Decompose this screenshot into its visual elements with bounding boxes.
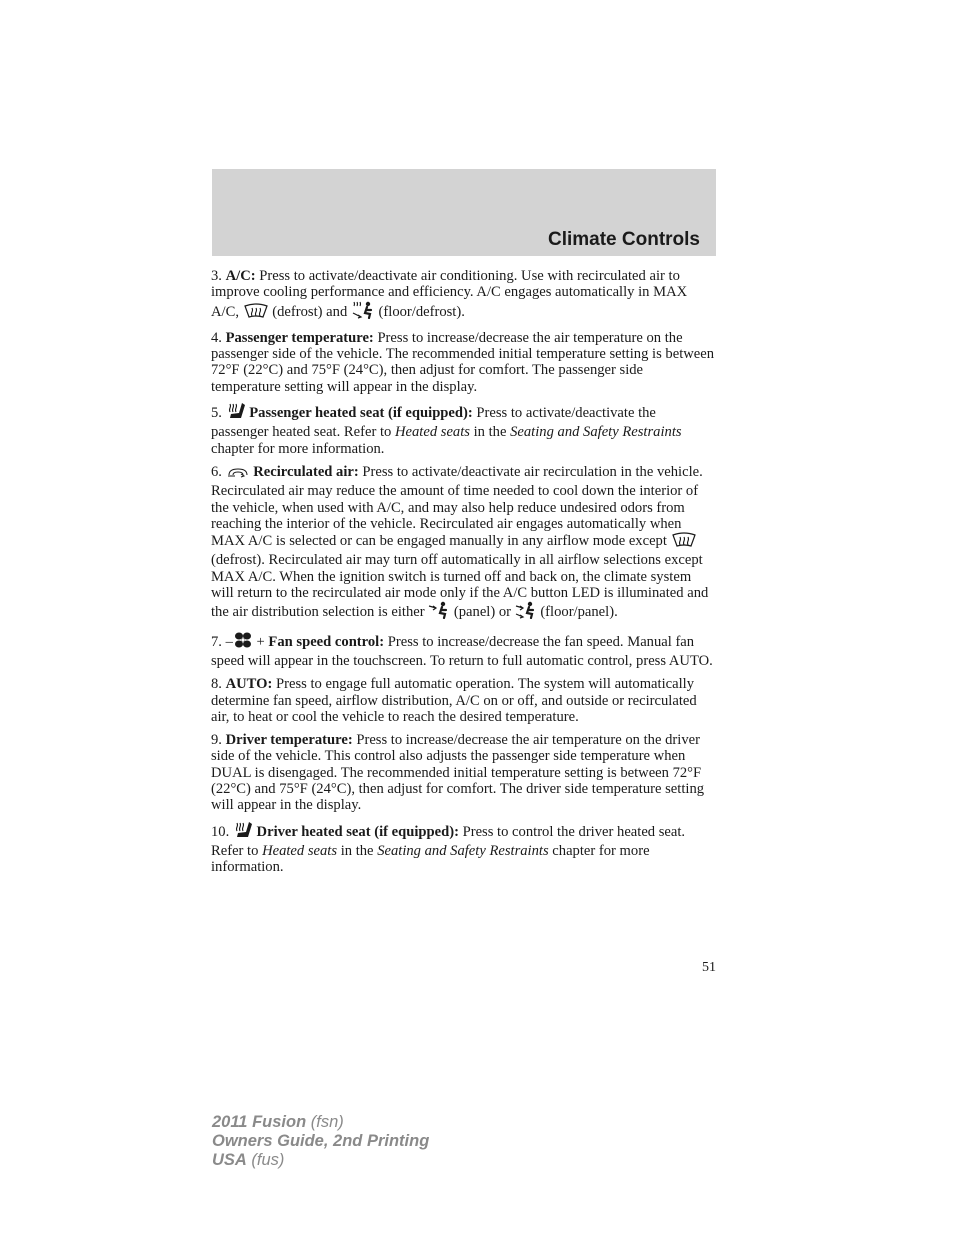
footer-text: (fsn) (306, 1113, 344, 1131)
item-driver-heated-seat (211, 821, 716, 876)
item-number: 7. – (211, 633, 233, 650)
fan-icon (233, 631, 253, 653)
footer-line-guide: Owners Guide, 2nd Printing (212, 1132, 430, 1150)
section-title: Climate Controls (547, 229, 700, 250)
cross-reference: Seating and Safety Restraints (377, 842, 549, 859)
item-recirculated-air (211, 464, 716, 624)
item-text: (defrost). Recirculated air may turn off automatically in all airflow selections except MAX A/C. When the ignition switch is turned off and back on, the climate system will return to the recirculated air mode only if the A/C button LED is illuminated and the air distribution selection is either (211, 552, 709, 621)
footer-text: USA (212, 1151, 247, 1169)
item-fan-speed (211, 631, 716, 670)
footer-text: (fus) (246, 1151, 285, 1169)
item-text: (defrost) and (268, 303, 351, 320)
item-text: (floor/defrost). (374, 303, 465, 320)
item-ac (211, 268, 716, 323)
footer-line-model (212, 1113, 429, 1132)
item-number: 9. (211, 732, 226, 749)
page-number: 51 (702, 960, 716, 975)
item-label: Passenger heated seat (if equipped): (249, 405, 473, 422)
item-text: chapter for more information. (211, 440, 385, 457)
cross-reference: Seating and Safety Restraints (510, 424, 682, 441)
item-text: Press to activate/deactivate air conditioning. Use with recirculated air to improve cooling performance and efficiency. A/C engages automatically in MAX A/C, (211, 268, 688, 320)
item-text: in the (469, 424, 511, 441)
item-label: Passenger temperature: (225, 329, 374, 346)
item-text: in the (337, 842, 378, 859)
body-content (211, 268, 716, 883)
item-auto (211, 676, 716, 725)
item-label: Recirculated air: (253, 463, 359, 480)
footer-line-market (212, 1151, 429, 1170)
panel-vent-icon (428, 601, 450, 623)
heated-seat-icon (233, 821, 253, 843)
item-driver-temperature (211, 732, 716, 813)
item-label: A/C: (225, 268, 256, 284)
item-passenger-heated-seat (211, 402, 716, 457)
item-number: 3. (211, 268, 226, 284)
item-number: 4. (211, 329, 226, 346)
item-label: Driver temperature: (225, 732, 353, 749)
item-text: Press to increase/decrease the air temperature on the passenger side of the vehicle. The recommended initial temperature setting is between 72°F (22°C) and 75°F (24°C), then adjust for comfort. The passenger side temperature setting will appear in the display. (211, 329, 715, 395)
item-text: (panel) or (450, 604, 515, 621)
item-text: Press to engage full automatic operation. The system will automatically determine fan speed, airflow distribution, A/C on or off, and outside or recirculated air, to heat or cool the vehicle to reach the desired temperature. (211, 676, 697, 725)
cross-reference: Heated seats (262, 842, 338, 859)
document-footer (212, 1113, 429, 1170)
recirculation-icon (226, 467, 250, 483)
item-text: chapter for more information. (211, 842, 650, 876)
item-text: Press to control the driver heated seat. Refer to (211, 823, 686, 859)
section-header-band (212, 169, 716, 256)
item-text: Press to activate/deactivate the passenger heated seat. Refer to (211, 405, 656, 441)
item-passenger-temperature (211, 330, 716, 395)
item-text: + (252, 633, 269, 650)
item-text: Press to increase/decrease the fan speed. Manual fan speed will appear in the touchscreen. To return to full automatic control, press AUTO. (211, 633, 713, 669)
item-number: 6. (211, 463, 226, 480)
floor-defrost-icon (351, 301, 375, 323)
item-label: Fan speed control: (268, 633, 385, 650)
item-number: 10. (211, 823, 233, 840)
item-label: AUTO: (225, 676, 273, 693)
item-number: 5. (211, 405, 226, 422)
defrost-icon (671, 532, 697, 552)
item-text: (floor/panel). (536, 604, 618, 621)
footer-text: 2011 Fusion (212, 1113, 307, 1131)
heated-seat-icon (226, 402, 246, 424)
cross-reference: Heated seats (394, 424, 470, 441)
defrost-icon (243, 303, 269, 323)
item-label: Driver heated seat (if equipped): (256, 823, 459, 840)
item-number: 8. (211, 676, 226, 693)
item-text: Press to activate/deactivate air recirculation in the vehicle. Recirculated air may reduce the amount of time needed to cool down the interior of the vehicle, when used with A/C, and may also help reduce undesired odors from reaching the interior of the vehicle. Recirculated air engages automatically when MAX A/C is selected or can be engaged manually in any airflow mode except (211, 463, 703, 550)
item-text: Press to increase/decrease the air temperature on the driver side of the vehicle. This control also adjusts the passenger side temperature when DUAL is disengaged. The recommended initial temperature setting is between 72°F (22°C) and 75°F (24°C), then adjust for comfort. The driver side temperature setting will appear in the display. (211, 732, 705, 814)
floor-panel-icon (515, 601, 537, 623)
